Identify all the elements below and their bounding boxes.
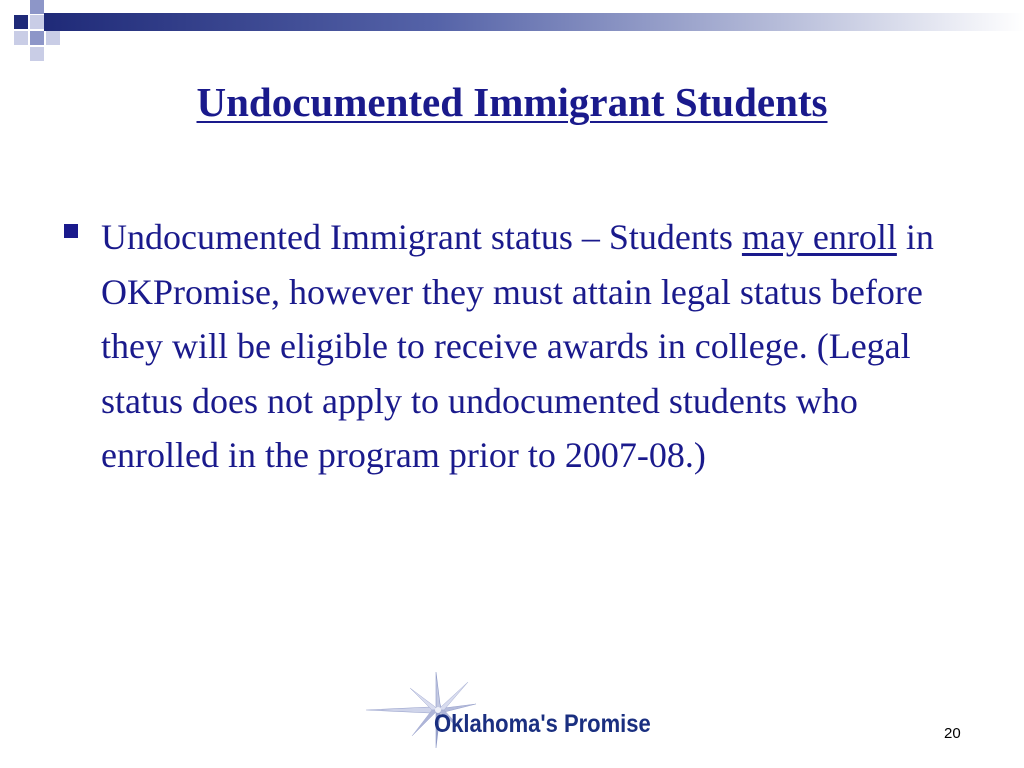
bullet-underlined-phrase: may enroll: [741, 217, 897, 257]
slide-title: Undocumented Immigrant Students: [196, 79, 828, 125]
logo-text: Oklahoma's Promise: [434, 710, 651, 738]
bullet-text-start: Undocumented Immigrant status – Students: [101, 217, 742, 257]
page-number: 20: [944, 725, 961, 742]
bullet-text-end: in OKPromise, however they must attain legal status before they will be eligible to receive awards in college. (Legal status does not apply to undocumented students who enrolled in the program prior to 2007-08.): [101, 217, 934, 475]
corner-squares-decoration: [0, 0, 80, 64]
oklahomas-promise-logo: [360, 670, 690, 750]
bullet-list: [64, 210, 964, 483]
header-gradient-bar: [44, 13, 1024, 31]
square-bullet-icon: [64, 224, 78, 238]
bullet-item: [101, 210, 961, 483]
